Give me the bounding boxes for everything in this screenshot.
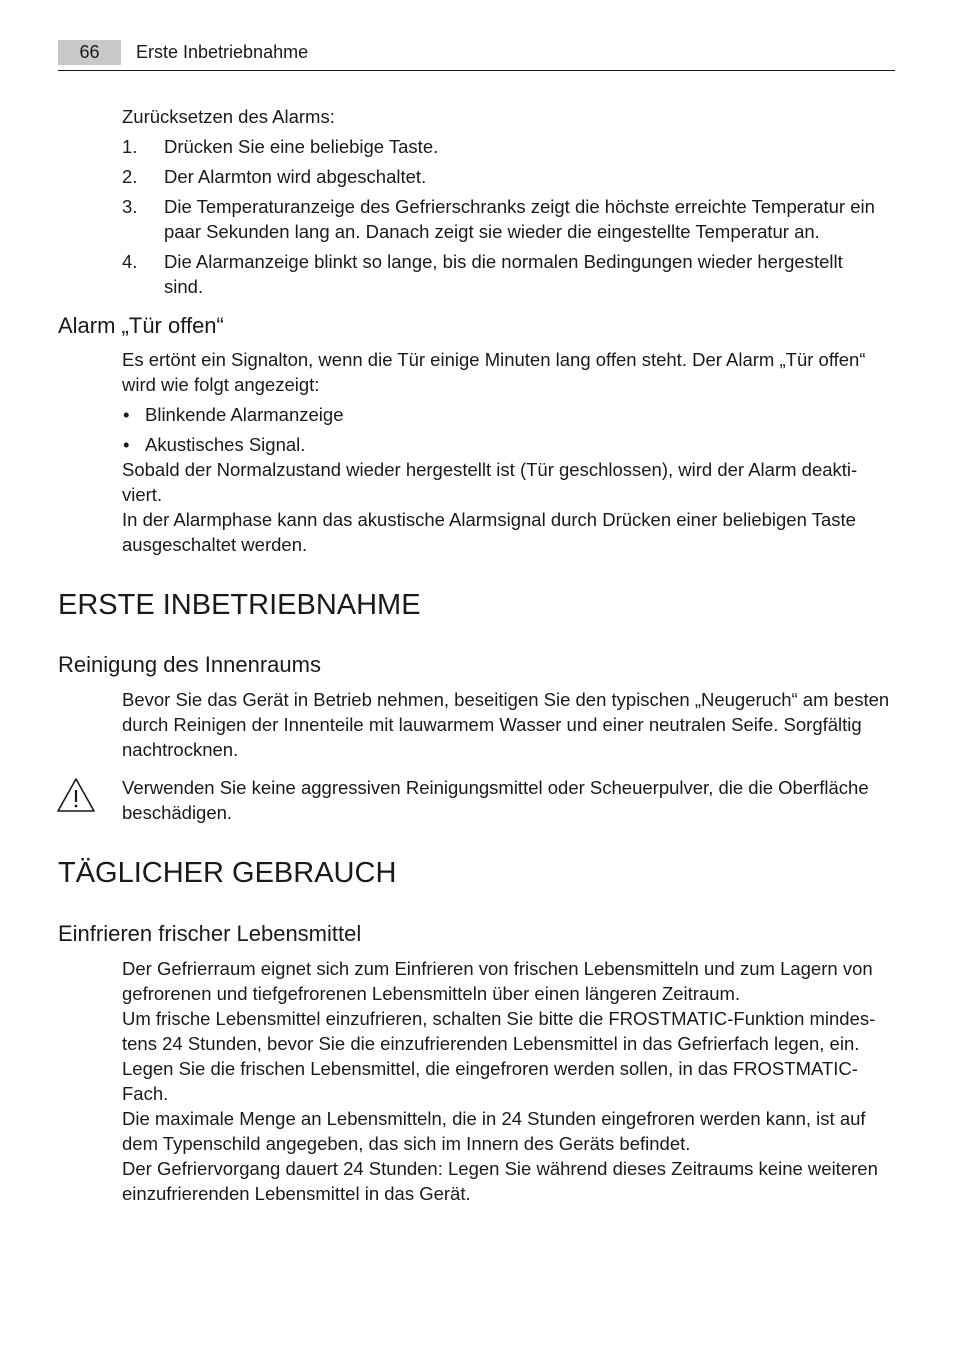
rating-plate-term: Typenschild [162,1133,261,1154]
step-text: Der Alarmton wird abgeschaltet. [164,166,427,187]
paragraph-line: Um frische Lebensmittel einzufrieren, schalten Sie bitte die FROSTMATIC-Funktion mindes- [122,1008,876,1029]
cleaning-heading: Reinigung des Innenraums [58,652,321,677]
page-number: 66 [58,40,121,65]
paragraph-line: Die maximale Menge an Lebensmitteln, die in 24 Stunden eingefroren werden kann, ist auf [122,1108,866,1129]
paragraph-line: Der Gefriervorgang dauert 24 Stunden: Legen Sie während dieses Zeitraums keine weiteren [122,1158,878,1179]
step-number: 2. [122,166,138,187]
paragraph-line: Der Gefrierraum eignet sich zum Einfrieren von frischen Lebensmitteln und zum Lagern von [122,958,873,979]
warning-line: beschädigen. [122,802,233,823]
page-header [58,40,895,71]
running-head: Erste Inbetriebnahme [136,42,309,62]
freezing-heading: Einfrieren frischer Lebensmittel [58,921,362,946]
step-text: sind. [164,276,204,297]
section-heading-first-use: ERSTE INBETRIEBNAHME [58,589,421,621]
step-text: Die Alarmanzeige blinkt so lange, bis die normalen Bedingungen wieder hergestellt [164,251,843,272]
bullet-icon: • [123,404,130,425]
text-run: angegeben, das sich im Innern des Geräts befindet. [260,1133,691,1154]
bullet-icon: • [123,434,130,455]
paragraph-line [122,1131,897,1156]
paragraph-line: wird wie folgt angezeigt: [122,374,320,395]
paragraph-line: In der Alarmphase kann das akustische Alarmsignal durch Drücken einer beliebigen Taste [122,509,856,530]
bullet-text: Akustisches Signal. [145,434,306,455]
paragraph-line: ausgeschaltet werden. [122,534,308,555]
paragraph-line: Legen Sie die frischen Lebensmittel, die eingefroren werden sollen, in das FROSTMATIC- [122,1058,858,1079]
section-heading-daily-use: TÄGLICHER GEBRAUCH [58,857,397,889]
step-text: paar Sekunden lang an. Danach zeigt sie wieder die eingestellte Temperatur an. [164,221,820,242]
paragraph-line: Es ertönt ein Signalton, wenn die Tür einige Minuten lang offen steht. Der Alarm „Tür offen“ [122,349,866,370]
paragraph-line: viert. [122,484,163,505]
paragraph-line: nachtrocknen. [122,739,239,760]
warning-line: Verwenden Sie keine aggressiven Reinigungsmittel oder Scheuerpulver, die die Oberfläche [122,777,869,798]
step-text: Drücken Sie eine beliebige Taste. [164,136,439,157]
step-text: Die Temperaturanzeige des Gefrierschranks zeigt die höchste erreichte Temperatur ein [164,196,875,217]
paragraph-line: durch Reinigen der Innenteile mit lauwarmem Wasser und einer neutralen Seife. Sorgfältig [122,714,862,735]
paragraph-line: tens 24 Stunden, bevor Sie die einzufrierenden Lebensmittel in das Gefrierfach legen, ein. [122,1033,860,1054]
reset-intro: Zurücksetzen des Alarms: [122,106,335,127]
paragraph-line: Bevor Sie das Gerät in Betrieb nehmen, beseitigen Sie den typischen „Neugeruch“ am besten [122,689,890,710]
text-run: dem [122,1133,163,1154]
paragraph-line: Sobald der Normalzustand wieder hergestellt ist (Tür geschlossen), wird der Alarm deakti- [122,459,858,480]
warning-icon [56,777,96,813]
bullet-text: Blinkende Alarmanzeige [145,404,344,425]
step-number: 1. [122,136,138,157]
door-alarm-heading: Alarm „Tür offen“ [58,313,224,338]
paragraph-line: Fach. [122,1083,169,1104]
step-number: 4. [122,251,138,272]
paragraph-line: einzufrierenden Lebensmittel in das Gerät. [122,1183,471,1204]
step-number: 3. [122,196,138,217]
paragraph-line: gefrorenen und tiefgefrorenen Lebensmitteln über einen längeren Zeitraum. [122,983,741,1004]
